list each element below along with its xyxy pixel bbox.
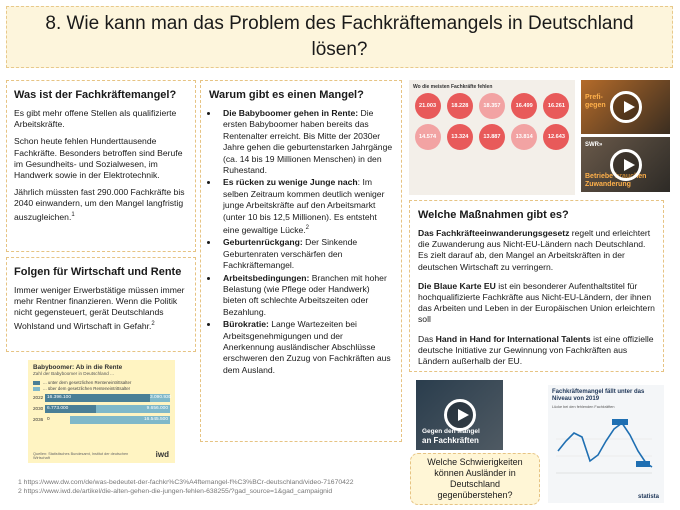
shortage-bubble: 13.324 xyxy=(447,124,473,150)
reason-item xyxy=(219,237,393,271)
card-was-ist-fachkraeftemangel xyxy=(6,80,196,252)
reason-text: Der Sinkende Geburtenraten verschärfen den Fachkräftemangel. xyxy=(223,237,358,271)
legend-item xyxy=(33,380,170,385)
chart-row xyxy=(33,416,170,424)
bar-above-retirement: 3.090.930 xyxy=(150,395,172,400)
card-heading: Folgen für Wirtschaft und Rente xyxy=(14,266,182,278)
reason-item xyxy=(219,273,393,319)
legend-label: ... unter dem gesetzlichen Renteneintrittsalter xyxy=(43,380,132,385)
video-thumbnail-gegen-mangel[interactable] xyxy=(416,380,503,450)
measure-text: ist eine offizielle deutsche Initiative zur Gewinnung von Fachkräften aus Ländern außerhalb der EU. xyxy=(418,333,654,367)
page-title-text: 8. Wie kann man das Problem des Fachkräftemangels in Deutschland lösen? xyxy=(45,13,634,60)
shortage-bubble: 12.643 xyxy=(543,124,569,150)
shortage-bubble: 21.003 xyxy=(415,93,441,119)
swr-logo: SWR» xyxy=(585,142,603,148)
card-paragraph xyxy=(418,334,655,368)
shortage-bubble: 13.814 xyxy=(511,124,537,150)
discussion-question xyxy=(410,453,540,505)
card-heading: Welche Maßnahmen gibt es? xyxy=(418,209,569,221)
infographic-title: Babyboomer: Ab in die Rente xyxy=(33,364,123,371)
reason-text: Lange Wartezeiten bei Arbeitsgenehmigungen und der Anerkennung ausländischer Abschlüsse erschweren den Zuzug von Fachkräften aus dem Ausland. xyxy=(223,319,391,375)
video-thumbnail-prefi[interactable] xyxy=(581,80,670,134)
measure-prefix: Das xyxy=(418,333,436,344)
infographic-subtitle: Zahl der Babyboomer in Deutschland ... xyxy=(33,371,114,376)
play-icon[interactable] xyxy=(610,149,642,181)
bar-above-retirement: 16.545.500 xyxy=(70,416,170,424)
video-label: Gegen den Mangel xyxy=(422,428,480,435)
shortage-bubble: 16.499 xyxy=(511,93,537,119)
card-folgen-wirtschaft-rente xyxy=(6,257,196,352)
row-year: 2036 xyxy=(33,417,44,422)
paragraph-text: Jährlich müssten fast 290.000 Fachkräfte bis 2040 einwandern, um den Mangel langfristig auszugleichen. xyxy=(14,187,185,222)
card-paragraph xyxy=(14,187,188,222)
bar-below-retirement: 0 xyxy=(47,417,50,422)
question-text: Welche Schwierigkeiten können Ausländer in Deutschland gegenüberstehen? xyxy=(427,457,523,500)
card-massnahmen xyxy=(409,200,664,372)
chart-row xyxy=(33,405,170,413)
play-icon[interactable] xyxy=(610,91,642,123)
infographic-source: Quellen: Statistisches Bundesamt, Institut der deutschen Wirtschaft xyxy=(33,452,129,460)
shortage-bubble: 13.887 xyxy=(479,124,505,150)
card-heading: Warum gibt es einen Mangel? xyxy=(209,89,364,101)
measure-text: regelt und erleichtert die Zuwanderung aus Nicht-EU-Ländern nach Deutschland. Es zielt darauf ab, den Mangel an Arbeitskräften in der deutschen Wirtschaft zu verringern. xyxy=(418,228,651,272)
reason-title: Bürokratie: xyxy=(223,319,269,330)
legend-label: ... über dem gesetzlichen Renteneintrittsalter xyxy=(43,386,131,391)
reason-title: Geburtenrückgang: xyxy=(223,237,303,248)
legend-swatch xyxy=(33,381,40,385)
page-title xyxy=(6,6,673,68)
footnote-link[interactable]: 2 https://www.iwd.de/artikel/die-alten-gehen-die-jungen-fehlen-638255/?gad_source=1&gad_campaignid xyxy=(18,488,333,495)
statista-logo: statista xyxy=(637,494,659,500)
statista-infographic[interactable] xyxy=(548,385,664,503)
reason-title: Arbeitsbedingungen: xyxy=(223,272,310,283)
dw-shortage-infographic[interactable] xyxy=(409,80,575,195)
measure-name: Die Blaue Karte EU xyxy=(418,280,496,291)
footnote-ref[interactable]: 2 xyxy=(305,225,309,232)
card-warum-mangel xyxy=(200,80,402,442)
bar-below-retirement: 16.396.100 xyxy=(45,394,150,402)
measure-text: ist ein besonderer Aufenthaltstitel für hochqualifizierte Fachkräfte aus Nicht-EU-Ländern, der ihnen das Arbeiten und Leben in der Europäischen Union erleichtern soll xyxy=(418,280,655,325)
infographic-subtitle: Lücke bei den fehlenden Fachkräften xyxy=(552,405,615,409)
chart-row xyxy=(33,394,170,402)
reason-title: Es rücken zu wenige Junge nach xyxy=(223,177,358,188)
card-paragraph xyxy=(418,228,655,273)
card-paragraph: Es gibt mehr offene Stellen als qualifizierte Arbeitskräfte. xyxy=(14,108,177,130)
row-year: 2022 xyxy=(33,395,44,400)
reason-text: Branchen mit hoher Belastung (wie Pflege oder Handwerk) bieten oft schlechte Arbeitszeiten oder Bezahlung. xyxy=(223,272,387,317)
infographic-title: Fachkräftemangel fällt unter das Niveau von 2019 xyxy=(552,389,645,402)
footnote-ref[interactable]: 2 xyxy=(151,320,155,327)
video-label: an Fachkräften xyxy=(422,436,479,445)
card-paragraph: Schon heute fehlen Hunderttausende Fachkräfte. Besonders betroffen sind Berufe im Gesundheits- und Sozialwesen, im Handwerk sowie in der Elektrotechnik. xyxy=(14,136,183,181)
reasons-list xyxy=(209,108,393,376)
babyboomer-infographic[interactable] xyxy=(28,360,175,463)
shortage-bubble: 18.357 xyxy=(479,93,505,119)
video-thumbnail-swr[interactable] xyxy=(581,137,670,192)
reason-title: Die Babyboomer gehen in Rente: xyxy=(223,108,359,118)
infographic-title: Wo die meisten Fachkräfte fehlen xyxy=(413,84,493,90)
legend-item xyxy=(33,386,170,391)
shortage-bubble: 14.574 xyxy=(415,124,441,150)
video-label: Prefi- gegen xyxy=(585,94,606,109)
reason-item xyxy=(219,108,393,176)
card-paragraph xyxy=(418,281,655,326)
paragraph-text: Immer weniger Erwerbstätige müssen immer mehr Rentner finanzieren. Wenn die Politik nicht gegensteuert, gerät Deutschlands Wohlstand und Wirtschaft in Gefahr. xyxy=(14,285,185,331)
reason-text: : Im selben Zeitraum kommen deutlich weniger junge Arbeitskräfte auf den Arbeitsmarkt (unter 10 bis 12,5 Millionen). Es entsteht eine gewaltige Lücke. xyxy=(223,177,385,235)
card-paragraph xyxy=(14,285,188,332)
bar-above-retirement: 9.656.000 xyxy=(96,405,170,413)
shortage-bubble: 18.228 xyxy=(447,93,473,119)
measure-name: Hand in Hand for International Talents xyxy=(435,333,591,344)
reason-item xyxy=(219,177,393,236)
play-icon[interactable] xyxy=(444,399,476,431)
iwd-logo: iwd xyxy=(155,450,169,459)
reason-item xyxy=(219,319,393,376)
reason-text: Die ersten Babyboomer haben bereits das Rentenalter erreicht. Bis Mitte der 2030er Jahre gehen die geburtenstarken Jahrgänge (ca. 14 bis 19 Millionen Menschen) in den Ruhestand. xyxy=(223,108,393,176)
legend-swatch xyxy=(33,387,40,391)
video-label: Betriebe brauchen Zuwanderung xyxy=(585,173,647,188)
footnote-ref[interactable]: 1 xyxy=(71,211,75,218)
card-heading: Was ist der Fachkräftemangel? xyxy=(14,89,177,101)
footnote-link[interactable]: 1 https://www.dw.com/de/was-bedeutet-der-fachkr%C3%A4ftemangel-f%C3%BCr-deutschland/video-71670422 xyxy=(18,479,354,486)
row-year: 2030 xyxy=(33,406,44,411)
measure-name: Das Fachkräfteeinwanderungsgesetz xyxy=(418,228,570,238)
statista-line-graphic xyxy=(552,411,656,481)
shortage-bubble: 16.261 xyxy=(543,93,569,119)
footnotes xyxy=(18,478,408,496)
bar-below-retirement: 6.773.000 xyxy=(45,405,96,413)
